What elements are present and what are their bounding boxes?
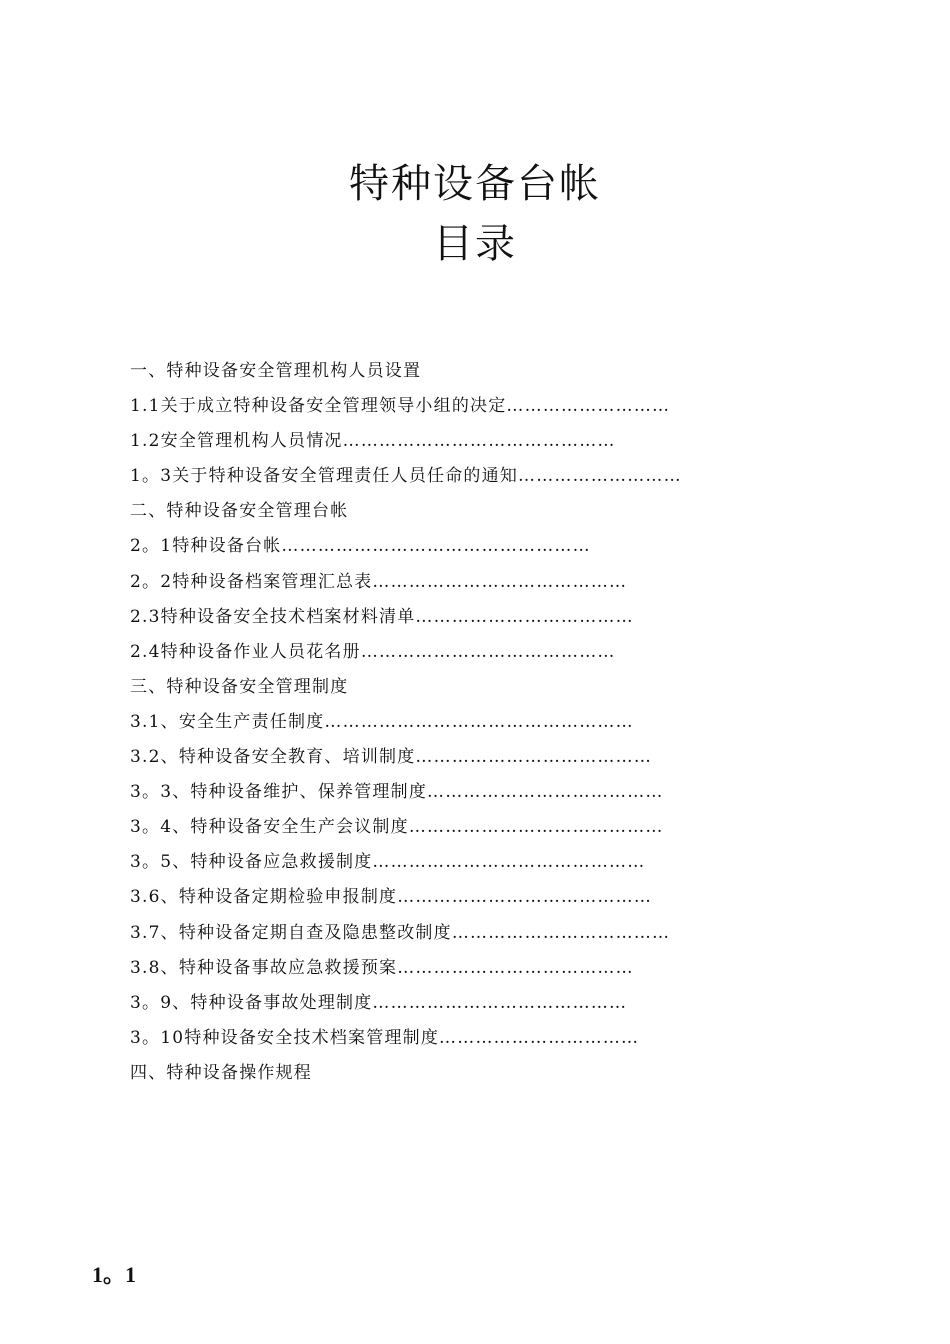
toc-item: 3.1、安全生产责任制度…………………………………………… xyxy=(130,711,634,732)
toc-item: 2。2特种设备档案管理汇总表…………………………………… xyxy=(130,571,628,592)
toc-item: 3。3、特种设备维护、保养管理制度………………………………… xyxy=(130,782,664,803)
toc-item: 四、特种设备操作规程 xyxy=(130,1062,312,1083)
table-of-contents xyxy=(130,354,830,1091)
toc-item: 一、特种设备安全管理机构人员设置 xyxy=(130,361,422,381)
toc-item: 3.8、特种设备事故应急救援预案………………………………… xyxy=(130,957,634,978)
toc-item: 1。3关于特种设备安全管理责任人员任命的通知……………………… xyxy=(130,466,682,487)
document-subtitle: 目录 xyxy=(433,221,517,267)
toc-item: 3.2、特种设备安全教育、培训制度………………………………… xyxy=(130,747,653,768)
section-heading: 1。1 xyxy=(92,1262,137,1287)
toc-item: 2.3特种设备安全技术档案材料清单……………………………… xyxy=(130,606,634,627)
toc-item: 三、特种设备安全管理制度 xyxy=(130,676,349,697)
toc-item: 3。9、特种设备事故处理制度…………………………………… xyxy=(130,992,628,1013)
toc-item: 2.4特种设备作业人员花名册…………………………………… xyxy=(130,641,616,662)
toc-item: 3。10特种设备安全技术档案管理制度…………………………… xyxy=(130,1027,640,1048)
toc-item: 3.6、特种设备定期检验申报制度…………………………………… xyxy=(130,887,653,908)
toc-item: 1.1关于成立特种设备安全管理领导小组的决定……………………… xyxy=(130,396,671,417)
toc-item: 二、特种设备安全管理台帐 xyxy=(130,501,349,522)
document-title: 特种设备台帐 xyxy=(349,161,601,207)
toc-item: 1.2安全管理机构人员情况……………………………………… xyxy=(130,431,616,452)
toc-item: 3.7、特种设备定期自查及隐患整改制度……………………………… xyxy=(130,922,671,943)
toc-item: 2。1特种设备台帐…………………………………………… xyxy=(130,536,591,557)
toc-item: 3。4、特种设备安全生产会议制度…………………………………… xyxy=(130,817,664,838)
toc-item: 3。5、特种设备应急救援制度……………………………………… xyxy=(130,852,646,873)
